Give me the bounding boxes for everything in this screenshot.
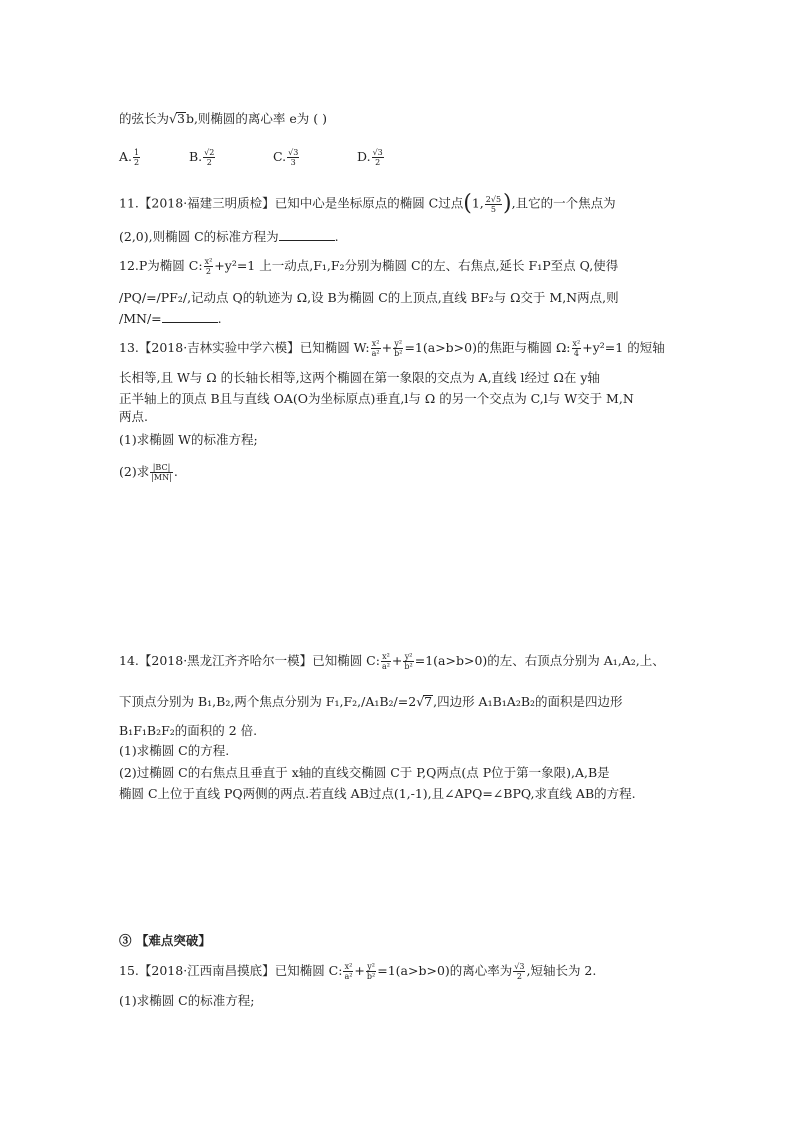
question-12: 12.P为椭圆 C: $\frac{\text{x²}}{2}$ +y²=1 上一动点,F₁,F₂分别为椭圆 C的左、右焦点,延长 F₁P至点 Q,使得: [119, 257, 619, 276]
question-14-line3: B₁F₁B₂F₂的面积的 2 倍.: [119, 723, 258, 738]
question-13-part1: (1)求椭圆 W的标准方程;: [119, 432, 258, 447]
question-13-line3: 正半轴上的顶点 B且与直线 OA(O为坐标原点)垂直,l与 Ω 的另一个交点为 C,l与 W交于 M,N: [119, 391, 634, 406]
question-14-part1: (1)求椭圆 C的方程.: [119, 743, 230, 758]
question-11: 11.【2018·福建三明质检】已知中心是坐标原点的椭圆 C过点(1, $\frac{2√5}{5}$ ),且它的一个焦点为: [119, 191, 616, 216]
question-13-part2: (2)求 $\frac{|BC|}{|MN|}$ .: [119, 463, 178, 482]
question-13-line2: 长相等,且 W与 Ω 的长轴长相等,这两个椭圆在第一象限的交点为 A,直线 l经过 Ω在 y轴: [119, 370, 600, 385]
section-header-difficult: [119, 932, 211, 950]
text: 的弦长为: [119, 111, 170, 126]
q10-continuation: 的弦长为√3b,则椭圆的离心率 e为 ( ): [119, 111, 327, 126]
question-12-line3: /MN/= .: [119, 311, 222, 326]
question-13: 13.【2018·吉林实验中学六模】已知椭圆 W: $\frac{\text{x²}}{\text{a²}}$ + $\frac{\text{y²}}{\text{b²}}$ =1(a>b>0)的焦距与椭圆 Ω: $\frac{\text{x²}}{4}$ +y²=1 的短轴: [119, 339, 665, 358]
sqrt-value: 3: [176, 111, 185, 126]
question-13-line4: 两点.: [119, 409, 148, 424]
answer-blank: [162, 310, 218, 323]
q10-options: [119, 148, 427, 167]
source-tag: 【2018·吉林实验中学六模】: [138, 340, 300, 355]
question-14-part2: (2)过椭圆 C的右焦点且垂直于 x轴的直线交椭圆 C于 P,Q两点(点 P位于第一象限),A,B是: [119, 765, 610, 780]
text: b,则椭圆的离心率 e为 ( ): [185, 111, 327, 126]
section-title: 【难点突破】: [135, 933, 211, 948]
question-11-line2: (2,0),则椭圆 C的标准方程为 .: [119, 229, 339, 244]
option-d: D. $\frac{√3}{2}$: [357, 148, 383, 167]
option-b: B. $\frac{√2}{2}$: [189, 148, 215, 167]
question-12-line2: /PQ/=/PF₂/,记动点 Q的轨迹为 Ω,设 B为椭圆 C的上顶点,直线 BF₂与 Ω交于 M,N两点,则: [119, 290, 619, 305]
answer-blank: [279, 228, 335, 241]
option-a: A. $\frac{1}{2}$: [119, 148, 140, 167]
question-14-line2: 下顶点分别为 B₁,B₂,两个焦点分别为 F₁,F₂,/A₁B₂/=2√7,四边形 A₁B₁A₂B₂的面积是四边形: [119, 694, 623, 709]
source-tag: 【2018·黑龙江齐齐哈尔一模】: [138, 653, 313, 668]
question-14: 14.【2018·黑龙江齐齐哈尔一模】已知椭圆 C: $\frac{\text{x²}}{\text{a²}}$ + $\frac{\text{y²}}{\text{b²}}$ =1(a>b>0)的左、右顶点分别为 A₁,A₂,上、: [119, 652, 665, 671]
question-15: 15.【2018·江西南昌摸底】已知椭圆 C: $\frac{\text{x²}}{\text{a²}}$ + $\frac{\text{y²}}{\text{b²}}$ =1(a>b>0)的离心率为 $\frac{√3}{2}$ ,短轴长为 2.: [119, 962, 597, 981]
section-badge: ③: [119, 933, 132, 948]
source-tag: 【2018·江西南昌摸底】: [138, 963, 275, 978]
question-14-part2-line2: 椭圆 C上位于直线 PQ两侧的两点.若直线 AB过点(1,-1),且∠APQ=∠BPQ,求直线 AB的方程.: [119, 786, 636, 801]
option-c: C. $\frac{√3}{3}$: [273, 148, 299, 167]
question-15-part1: (1)求椭圆 C的标准方程;: [119, 993, 255, 1008]
source-tag: 【2018·福建三明质检】: [138, 195, 275, 211]
